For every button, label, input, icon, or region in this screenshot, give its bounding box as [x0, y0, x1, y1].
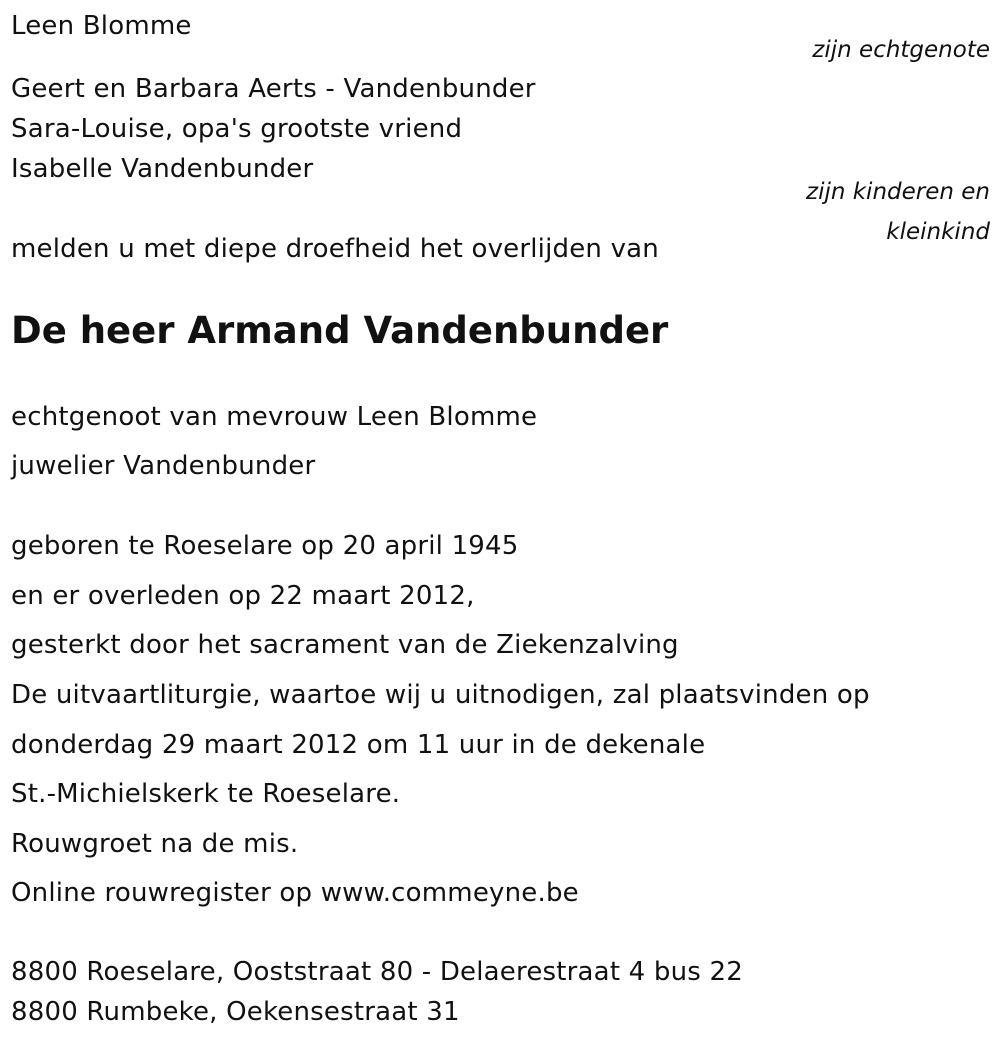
- detail-line-8: Online rouwregister op www.commeyne.be: [11, 878, 579, 908]
- children-role-line1: zijn kinderen en: [806, 179, 990, 205]
- detail-line-6: St.-Michielskerk te Roeselare.: [11, 779, 401, 809]
- children-role-line2: kleinkind: [886, 219, 990, 245]
- spouse-role: zijn echtgenote: [812, 37, 990, 63]
- description-line-2: juwelier Vandenbunder: [11, 451, 316, 481]
- spouse-name: Leen Blomme: [11, 11, 192, 41]
- detail-line-4: De uitvaartliturgie, waartoe wij u uitnodigen, zal plaatsvinden op: [11, 680, 870, 710]
- address-line-2: 8800 Rumbeke, Oekensestraat 31: [11, 997, 460, 1027]
- detail-line-5: donderdag 29 maart 2012 om 11 uur in de dekenale: [11, 730, 706, 760]
- child-name-2: Sara-Louise, opa's grootste vriend: [11, 114, 463, 144]
- detail-line-3: gesterkt door het sacrament van de Ziekenzalving: [11, 630, 679, 660]
- child-name-3: Isabelle Vandenbunder: [11, 154, 314, 184]
- detail-line-2: en er overleden op 22 maart 2012,: [11, 581, 475, 611]
- child-name-1: Geert en Barbara Aerts - Vandenbunder: [11, 74, 536, 104]
- detail-line-7: Rouwgroet na de mis.: [11, 829, 299, 859]
- deceased-name: De heer Armand Vandenbunder: [11, 309, 669, 352]
- address-line-1: 8800 Roeselare, Ooststraat 80 - Delaerestraat 4 bus 22: [11, 957, 743, 987]
- description-line-1: echtgenoot van mevrouw Leen Blomme: [11, 402, 538, 432]
- detail-line-1: geboren te Roeselare op 20 april 1945: [11, 531, 519, 561]
- announcement-text: melden u met diepe droefheid het overlijden van: [11, 234, 659, 264]
